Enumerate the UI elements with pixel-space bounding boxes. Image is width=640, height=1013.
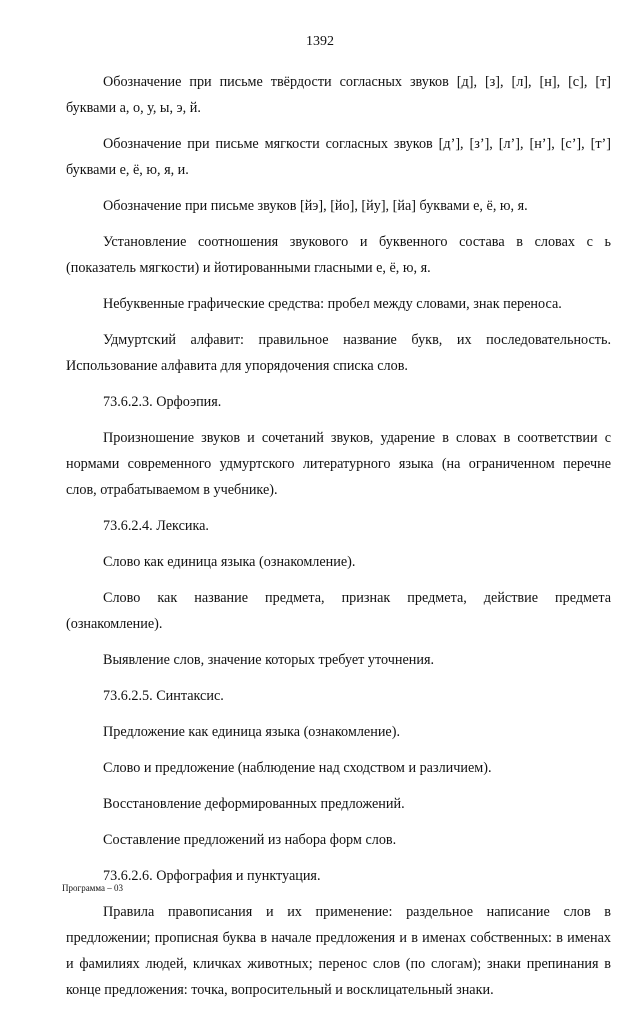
paragraph: Восстановление деформированных предложений. (103, 796, 405, 812)
section-heading: 73.6.2.4. Лексика. (103, 518, 209, 534)
section-heading: 73.6.2.5. Синтаксис. (103, 688, 224, 704)
paragraph: Составление предложений из набора форм слов. (103, 832, 397, 848)
paragraph: Слово как название предмета, признак предмета, действие предмета (ознакомление). (66, 590, 611, 632)
paragraph: Правила правописания и их применение: раздельное написание слов в предложении; прописная буква в начале предложения и в именах собственных: в именах и фамилиях людей, кличках животных; перенос слов (по слогам); знаки препинания в конце предложения: точка, вопросительный и восклицательный знаки. (66, 904, 611, 998)
paragraph: Произношение звуков и сочетаний звуков, ударение в словах в соответствии с нормами современного удмуртского литературного языка (на ограниченном перечне слов, отрабатываемом в учебнике). (66, 430, 611, 498)
paragraph: Слово как единица языка (ознакомление). (103, 554, 356, 570)
paragraph: Установление соотношения звукового и буквенного состава в словах с ь (показатель мягкости) и йотированными гласными е, ё, ю, я. (66, 234, 611, 276)
paragraph: Обозначение при письме мягкости согласных звуков [д’], [з’], [л’], [н’], [с’], [т’] буквами е, ё, ю, я, и. (66, 136, 611, 178)
paragraph: Выявление слов, значение которых требует уточнения. (103, 652, 435, 668)
paragraph: Обозначение при письме твёрдости согласных звуков [д], [з], [л], [н], [с], [т] буквами а, о, у, ы, э, й. (66, 74, 611, 116)
paragraph: Обозначение при письме звуков [йэ], [йо], [йу], [йа] буквами е, ё, ю, я. (103, 198, 528, 214)
paragraph: Удмуртский алфавит: правильное название букв, их последовательность. Использование алфавита для упорядочения списка слов. (66, 332, 611, 374)
paragraph: Слово и предложение (наблюдение над сходством и различием). (103, 760, 492, 776)
section-heading: 73.6.2.6. Орфография и пунктуация. (103, 868, 321, 884)
paragraph: Небуквенные графические средства: пробел между словами, знак переноса. (103, 296, 562, 312)
paragraph: Предложение как единица языка (ознакомление). (103, 724, 400, 740)
section-heading: 73.6.2.3. Орфоэпия. (103, 394, 222, 410)
document-body (66, 69, 611, 1013)
footer-label: Программа – 03 (62, 883, 124, 893)
page-number: 1392 (306, 34, 334, 49)
